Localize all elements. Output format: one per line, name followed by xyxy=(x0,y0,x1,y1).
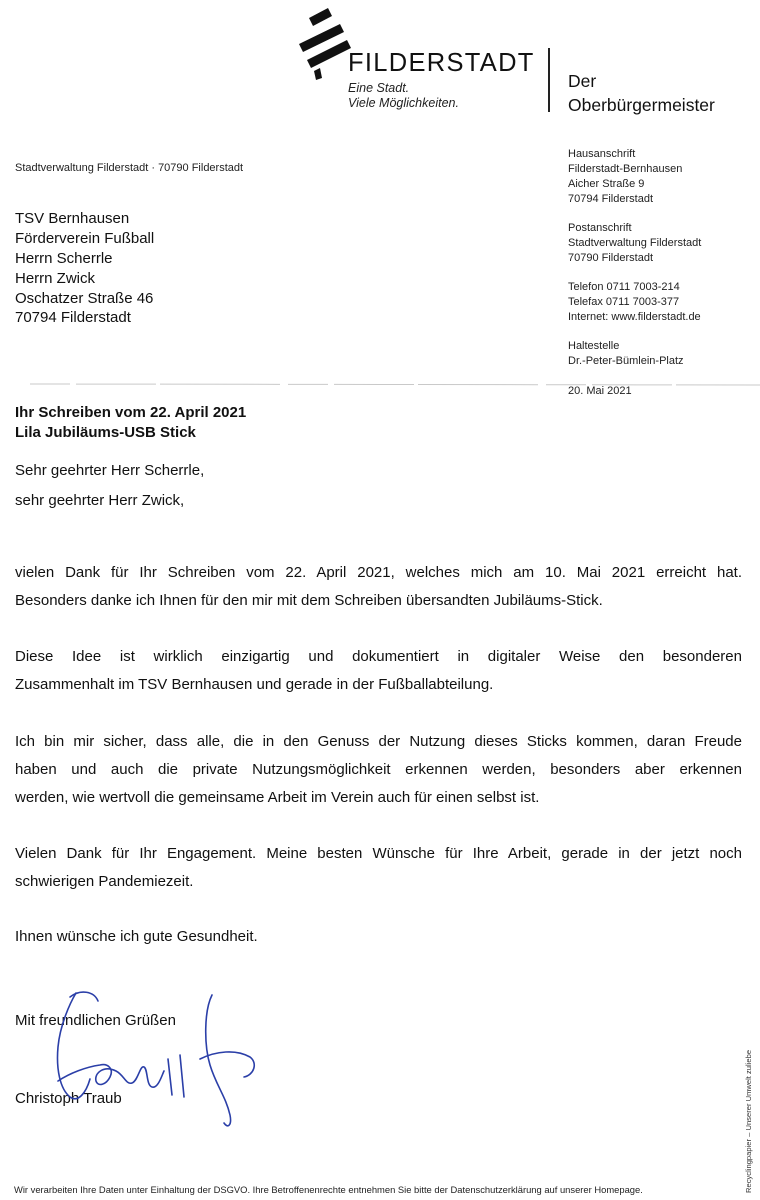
body-line: Besonders danke ich Ihnen für den mir mit dem Schreiben übersandten Jubiläums-Stick. xyxy=(15,592,603,609)
office-title-line-1: Der xyxy=(568,71,597,91)
sidebar-line: Telefax 0711 7003-377 xyxy=(568,296,680,308)
sidebar-line: Filderstadt-Bernhausen xyxy=(568,163,683,175)
body-line: Vielen Dank für Ihr Engagement. Meine besten Wünsche für Ihre Arbeit, gerade in der jetzt noch xyxy=(15,845,742,862)
body-line: haben und auch die private Nutzungsmöglichkeit erkennen werden, besonders aber erkennen xyxy=(15,761,742,778)
sender-line: Stadtverwaltung Filderstadt · 70790 Filderstadt xyxy=(15,162,244,174)
filderstadt-logo-icon xyxy=(295,4,355,82)
body-line: werden, wie wertvoll die gemeinsame Arbeit im Verein auch für einen selbst ist. xyxy=(15,789,540,806)
sidebar-line: Postanschrift xyxy=(568,222,632,234)
sidebar-line: Dr.-Peter-Bümlein-Platz xyxy=(568,355,684,367)
body-line: Ihnen wünsche ich gute Gesundheit. xyxy=(15,928,258,945)
sidebar-line: 70794 Filderstadt xyxy=(568,193,653,205)
signatory-name: Christoph Traub xyxy=(15,1090,122,1107)
privacy-footer: Wir verarbeiten Ihre Daten unter Einhaltung der DSGVO. Ihre Betroffenenrechte entnehmen Sie bitte der Datenschutzerklärung auf unserer Homepage. xyxy=(14,1184,643,1195)
subject-line: Lila Jubiläums-USB Stick xyxy=(15,424,196,441)
sidebar-line: Aicher Straße 9 xyxy=(568,178,645,190)
salutation-line: Sehr geehrter Herr Scherrle, xyxy=(15,462,205,479)
body-line: vielen Dank für Ihr Schreiben vom 22. April 2021, welches mich am 10. Mai 2021 erreicht hat. xyxy=(15,564,742,581)
sidebar-line: Stadtverwaltung Filderstadt xyxy=(568,237,702,249)
sidebar-line: Internet: www.filderstadt.de xyxy=(568,311,701,323)
tagline-line-2: Viele Möglichkeiten. xyxy=(348,96,459,110)
closing-line: Mit freundlichen Grüßen xyxy=(15,1012,176,1029)
office-title-line-2: Oberbürgermeister xyxy=(568,95,715,115)
salutation-line: sehr geehrter Herr Zwick, xyxy=(15,492,185,509)
recipient-line: 70794 Filderstadt xyxy=(15,309,131,326)
letter-date: 20. Mai 2021 xyxy=(568,385,632,397)
recipient-line: TSV Bernhausen xyxy=(15,210,130,227)
recipient-line: Herrn Scherrle xyxy=(15,250,113,267)
body-line: Diese Idee ist wirklich einzigartig und dokumentiert in digitaler Weise den besonderen xyxy=(15,648,742,665)
recipient-line: Oschatzer Straße 46 xyxy=(15,290,154,307)
recipient-line: Herrn Zwick xyxy=(15,270,96,287)
sidebar-line: Haltestelle xyxy=(568,340,620,352)
body-line: Zusammenhalt im TSV Bernhausen und gerade in der Fußballabteilung. xyxy=(15,676,494,693)
sidebar-line: Hausanschrift xyxy=(568,148,636,160)
recycling-note: Recyclingpapier – Unserer Umwelt zuliebe xyxy=(744,1049,753,1193)
body-line: Ich bin mir sicher, dass alle, die in den Genuss der Nutzung dieses Sticks kommen, daran Freude xyxy=(15,733,742,750)
brand-name: FILDERSTADT xyxy=(348,49,535,77)
body-line: schwierigen Pandemiezeit. xyxy=(15,873,194,890)
fold-line xyxy=(0,381,760,389)
sidebar-line: Telefon 0711 7003-214 xyxy=(568,281,680,293)
handwritten-signature xyxy=(40,985,280,1135)
recipient-line: Förderverein Fußball xyxy=(15,230,155,247)
subject-line: Ihr Schreiben vom 22. April 2021 xyxy=(15,404,247,421)
tagline-line-1: Eine Stadt. xyxy=(348,81,410,95)
sidebar-line: 70790 Filderstadt xyxy=(568,252,653,264)
header-divider xyxy=(548,48,550,112)
